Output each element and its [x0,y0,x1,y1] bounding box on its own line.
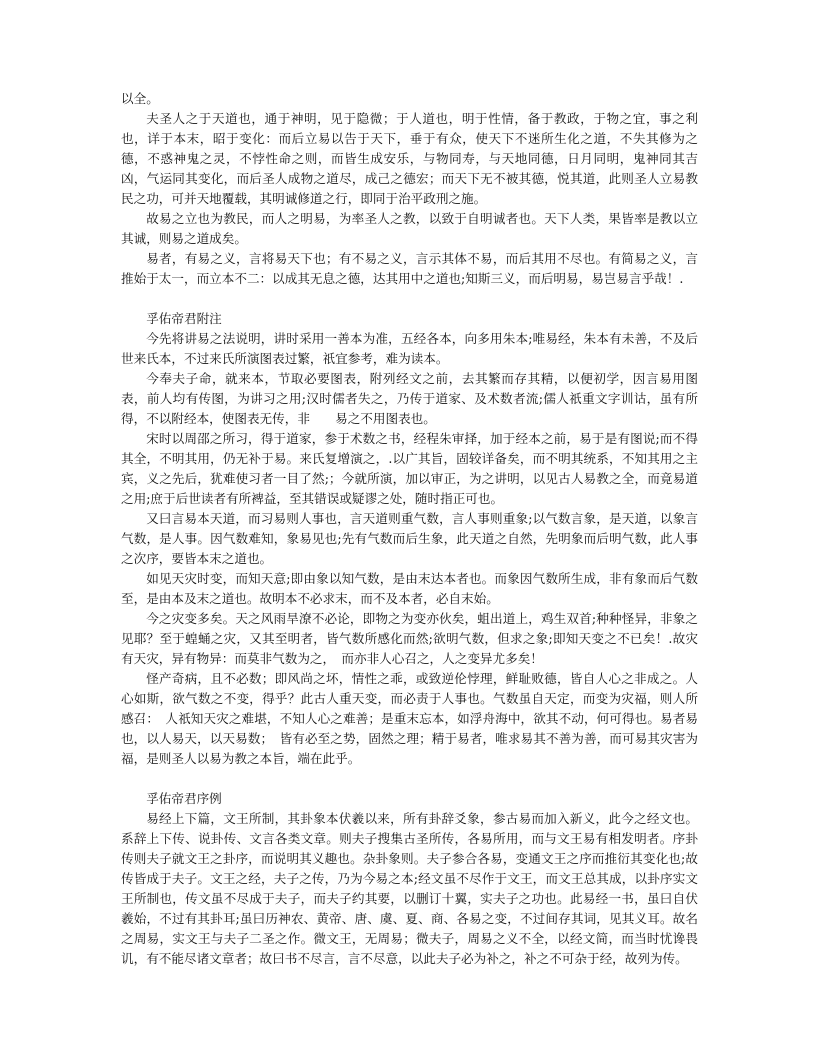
paragraph: 今奉夫子命，就来本，节取必要图表，附列经文之前，去其繁而存其精，以便初学，因言易用图表，前人均有传图，为讲习之用;汉时儒者失之，乃传于道家、及术数者流;儒人祇重文字训诂，虽有所得，不以附经本，使图表无传，非 易之不用图表也。 [121,371,698,426]
paragraph: 以全。 [121,91,159,106]
paragraph: 易经上下篇，文王所制，其卦象本伏羲以来，所有卦辞爻象，参古易而加入新义，此今之经文也。系辞上下传、说卦传、文言各类文章。则夫子搜集古圣所传，各易所用，而与文王易有相发明者。序卦传则夫子就文王之卦序，而说明其义趣也。杂卦象则。夫子参合各易，变通文王之序而推衍其变化也;故传皆成于夫子。文王之经，夫子之传，乃为今易之本;经文虽不尽作于文王，而文王总其成，以卦序实文王所制也，传文虽不尽成于夫子，而夫子约其要，以删订十翼，实夫子之功也。此易经一书，虽曰自伏羲始，不过有其卦耳;虽曰历神农、黄帝、唐、虞、夏、商、各易之变，不过间存其词，见其义耳。故名之周易，实文王与夫子二圣之作。微文王，无周易；微夫子，周易之义不全，以经文简，而当时忧谗畏讥，有不能尽诸文章者；故曰书不尽言，言不尽意，以此夫子必为补之，补之不可杂于经，故列为传。 [121,811,698,966]
paragraph: 如见天灾时变，而知天意;即由象以知气数，是由末达本者也。而象因气数所生成，非有象而后气数至，是由本及末之道也。故明本不必求末，而不及本者，必自末始。 [121,571,698,606]
paragraph: 故易之立也为教民，而人之明易，为率圣人之教，以致于自明诚者也。天下人类，果皆率是教以立其诚，则易之道成矣。 [121,211,698,246]
paragraph: 宋时以周邵之所习，得于道家，参于术数之书，经程朱审择，加于经本之前，易于是有图说;而不得其全，不明其用，仍无补于易。来氏复增演之，.以广其旨，固较详备矣，而不明其统系，不知其用之主宾，义之先后，犹难使习者一目了然;；今就所演，加以审正，为之讲明，以见古人易教之全，而竟易道之用;庶于后世读者有所裨益，至其错误或疑谬之处，随时指正可也。 [121,431,698,506]
paragraph: 怪产奇病，且不必数；即风尚之坏，情性之乖，或致逆伦悖理，鲜耻败德，皆自人心之非成之。人心如斯，欲气数之不变，得乎？此古人重天变，而必责于人事也。气数虽自天定，而变为灾福，则人所感召： 人祇知天灾之难堪，不知人心之难善；是重末忘本，如浮舟海中，欲其不动，何可得也。易者易也，以人易天，以天易数； 皆有必至之势，固然之理；精于易者，唯求易其不善为善，而可易其灾害为福，是则圣人以易为教之本旨，端在此乎。 [121,671,698,766]
section-heading: 孚佑帝君序例 [146,791,222,806]
spacer [121,289,698,309]
paragraph: 又曰言易本天道，而习易则人事也，言天道则重气数，言人事则重象;以气数言象，是天道，以象言气数，是人事。因气数难知，象易见也;先有气数而后生象，此天道之自然，先明象而后明气数，此人事之次序，要皆本末之道也。 [121,511,698,566]
section-heading: 孚佑帝君附注 [146,311,222,326]
paragraph: 易者，有易之义，言将易天下也；有不易之义，言示其体不易，而后其用不尽也。有简易之义，言推始于太一，而立本不二：以成其无息之德，达其用中之道也;知斯三义，而后明易，易岂易言乎哉！. [121,251,698,286]
paragraph: 今之灾变多矣。天之风雨旱潦不必论，即物之为变亦伙矣，蛆出道上，鸡生双首;种种怪异，非象之见耶？至于蝗蛹之灾，又其至明者，皆气数所感化而然;欲明气数，但求之象;即知天变之不已矣！.故灾有天灾，异有物异：而莫非气数为之， 而亦非人心召之，人之变异尤多矣！ [121,611,698,666]
spacer [121,769,698,789]
paragraph: 今先将讲易之法说明，讲时采用一善本为准，五经各本，向多用朱本;唯易经，朱本有未善，不及后世来氏本，不过来氏所演图表过繁，祇宜参考，难为读本。 [121,331,698,366]
paragraph: 夫圣人之于天道也，通于神明，见于隐微；于人道也，明于性情，备于教政，于物之宜，事之利也，详于本末，昭于变化：而后立易以告于天下，垂于有众，使天下不迷所生化之道，不失其修为之德，不惑神鬼之灵，不悖性命之则，而皆生成安乐，与物同寿，与天地同德，日月同明，鬼神同其吉凶，气运同其变化，而后圣人成物之道尽，成己之德宏；而天下无不被其德，悦其道，此则圣人立易教民之功，可并天地覆载，其明诚修道之行，即同于治平政刑之施。 [121,111,698,206]
document-body [121,89,698,969]
